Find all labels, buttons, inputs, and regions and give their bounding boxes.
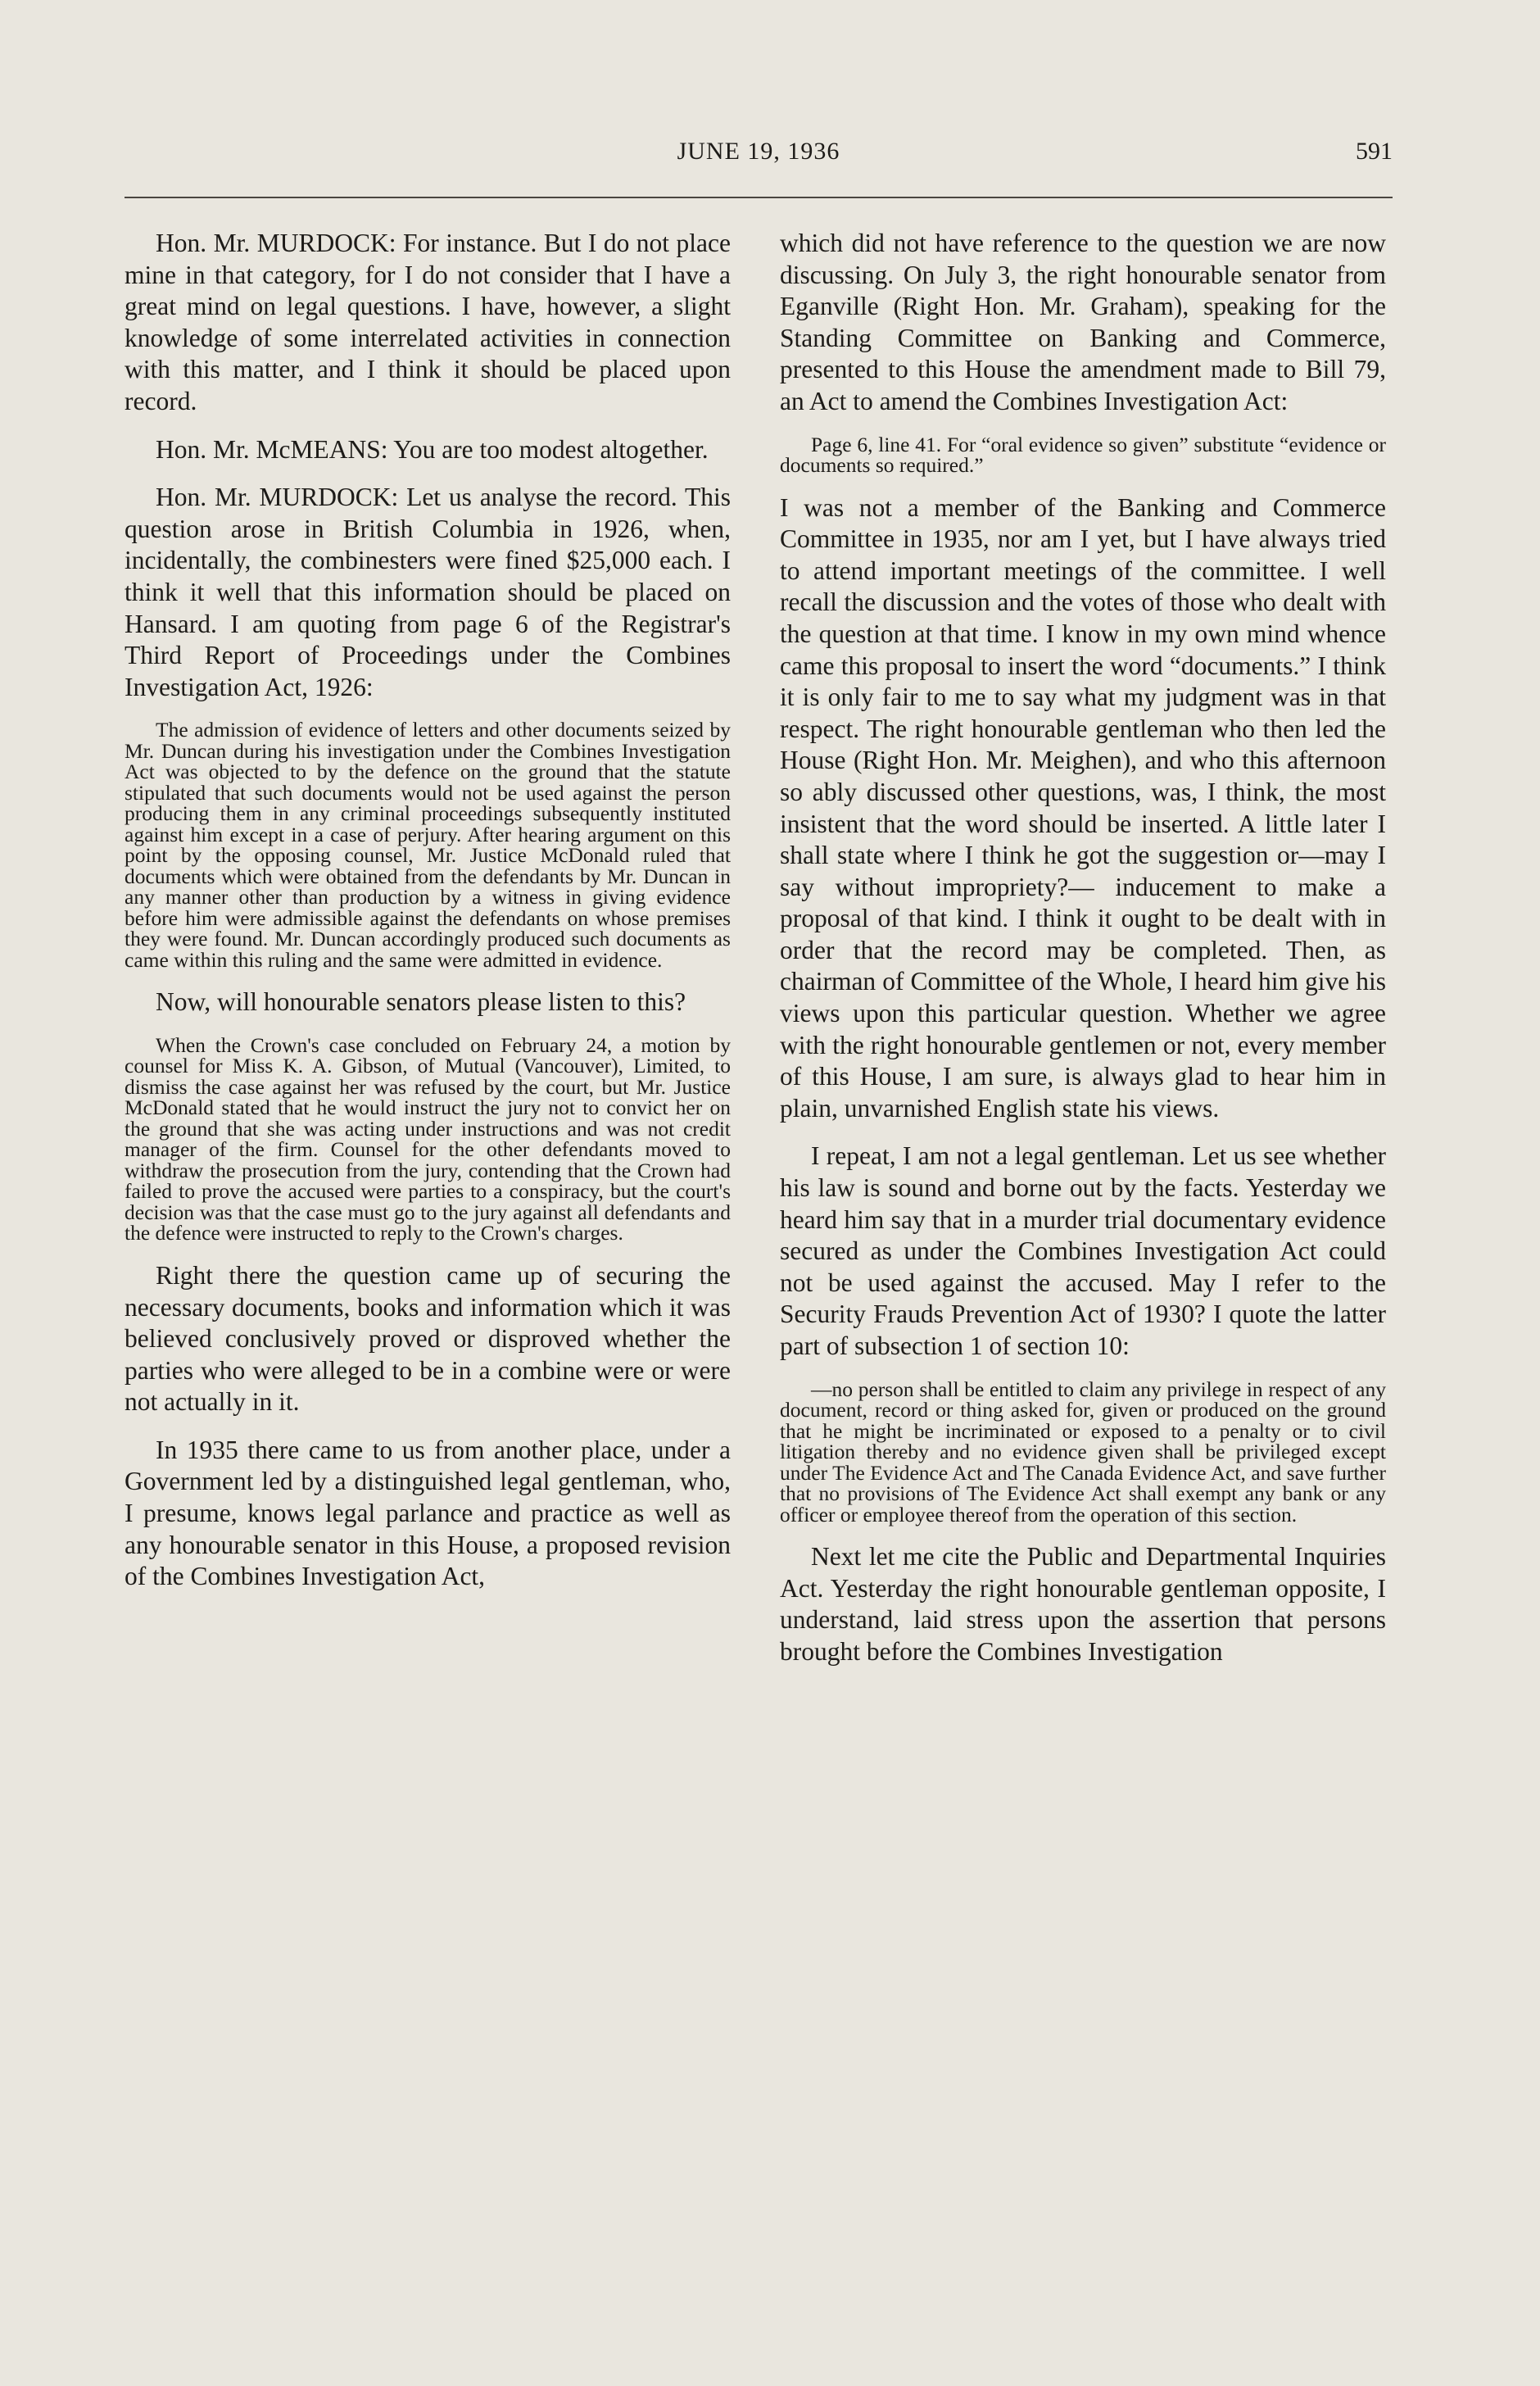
- quotation: —no person shall be entitled to claim any privilege in respect of any document, record or thing asked for, given or produced on the ground that he might be incriminated or exposed to a penalty or to civil litigation thereby and no evidence given shall be privileged except under The Evidence Act and The Canada Evidence Act, and save further that no provisions of The Evidence Act shall exempt any bank or any officer or employee thereof from the operation of this section.: [780, 1377, 1386, 1526]
- right-column: [780, 228, 1386, 1684]
- left-column: [125, 228, 731, 1609]
- paragraph: I was not a member of the Banking and Commerce Committee in 1935, nor am I yet, but I have always tried to attend important meetings of the committee. I well recall the discussion and the votes of those who dealt with the question at that time. I know in my own mind whence came this proposal to insert the word “documents.” I think it is only fair to me to say what my judgment was in that respect. The right honourable gentleman who then led the House (Right Hon. Mr. Meighen), and who this afternoon so ably discussed other questions, was, I think, the most insistent that the word should be inserted. A little later I shall state where I think he got the suggestion or—may I say without impropriety?— inducement to make a proposal of that kind. I think it ought to be dealt with in order that the record may be completed. Then, as chairman of Committee of the Whole, I heard him give his views upon this particular question. Whether we agree with the right honourable gentlemen or not, every member of this House, I am sure, is always glad to hear him in plain, unvarnished English state his views.: [780, 492, 1386, 1123]
- paragraph: which did not have reference to the question we are now discussing. On July 3, the right honourable senator from Eganville (Right Hon. Mr. Graham), speaking for the Standing Committee on Banking and Commerce, presented to this House the amendment made to Bill 79, an Act to amend the Combines Investigation Act:: [780, 229, 1386, 415]
- quotation: The admission of evidence of letters and other documents seized by Mr. Duncan during his investigation under the Combines Investigation Act was objected to by the defence on the ground that the statute stipulated that such documents would not be used against the person producing them in any criminal proceedings subsequently instituted against him except in a case of perjury. After hearing argument on this point by the opposing counsel, Mr. Justice McDonald ruled that documents which were obtained from the defendants by Mr. Duncan in any manner other than production by a witness in giving evidence before him were admissible against the defendants on whose premises they were found. Mr. Duncan accordingly produced such documents as came within this ruling and the same were admitted in evidence.: [125, 718, 731, 972]
- paragraph: Hon. Mr. MURDOCK: Let us analyse the record. This question arose in British Columbia in 1926, when, incidentally, the combinesters were fined $25,000 each. I think it well that this information should be placed on Hansard. I am quoting from page 6 of the Registrar's Third Report of Proceedings under the Combines Investigation Act, 1926:: [125, 483, 731, 701]
- quotation: Page 6, line 41. For “oral evidence so given” substitute “evidence or documents so required.”: [780, 432, 1386, 478]
- page-header: [125, 138, 1393, 179]
- header-date: JUNE 19, 1936: [677, 138, 840, 165]
- paragraph: In 1935 there came to us from another place, under a Government led by a distinguished legal gentleman, who, I presume, knows legal parlance and practice as well as any honourable senator in this House, a proposed revision of the Combines Investigation Act,: [125, 1435, 731, 1591]
- paragraph: Hon. Mr. McMEANS: You are too modest altogether.: [156, 434, 709, 464]
- quotation: When the Crown's case concluded on February 24, a motion by counsel for Miss K. A. Gibson, of Mutual (Vancouver), Limited, to dismiss the case against her was refused by the court, but Mr. Justice McDonald stated that he would instruct the jury not to convict her on the ground that she was acting under instructions and was not credit manager of the firm. Counsel for the other defendants moved to withdraw the prosecution from the jury, contending that the Crown had failed to prove the accused were parties to a conspiracy, but the court's decision was that the case must go to the jury against all defendants and the defence were instructed to reply to the Crown's charges.: [125, 1032, 731, 1245]
- paragraph: Right there the question came up of securing the necessary documents, books and information which it was believed conclusively proved or disproved whether the parties who were alleged to be in a combine were or were not actually in it.: [125, 1260, 731, 1417]
- paragraph: Hon. Mr. MURDOCK: For instance. But I do not place mine in that category, for I do not consider that I have a great mind on legal questions. I have, however, a slight knowledge of some interrelated activities in connection with this matter, and I think it should be placed upon record.: [125, 229, 731, 415]
- header-rule: [125, 197, 1393, 198]
- page-number: 591: [1356, 138, 1393, 165]
- paragraph: Now, will honourable senators please listen to this?: [156, 987, 686, 1017]
- paragraph: I repeat, I am not a legal gentleman. Let us see whether his law is sound and borne out by the facts. Yesterday we heard him say that in a murder trial documentary evidence secured as under the Combines Investigation Act could not be used against the accused. May I refer to the Security Frauds Prevention Act of 1930? I quote the latter part of subsection 1 of section 10:: [780, 1141, 1386, 1360]
- paragraph: Next let me cite the Public and Departmental Inquiries Act. Yesterday the right honourable gentleman opposite, I understand, laid stress upon the assertion that persons brought before the Combines Investigation: [780, 1542, 1386, 1666]
